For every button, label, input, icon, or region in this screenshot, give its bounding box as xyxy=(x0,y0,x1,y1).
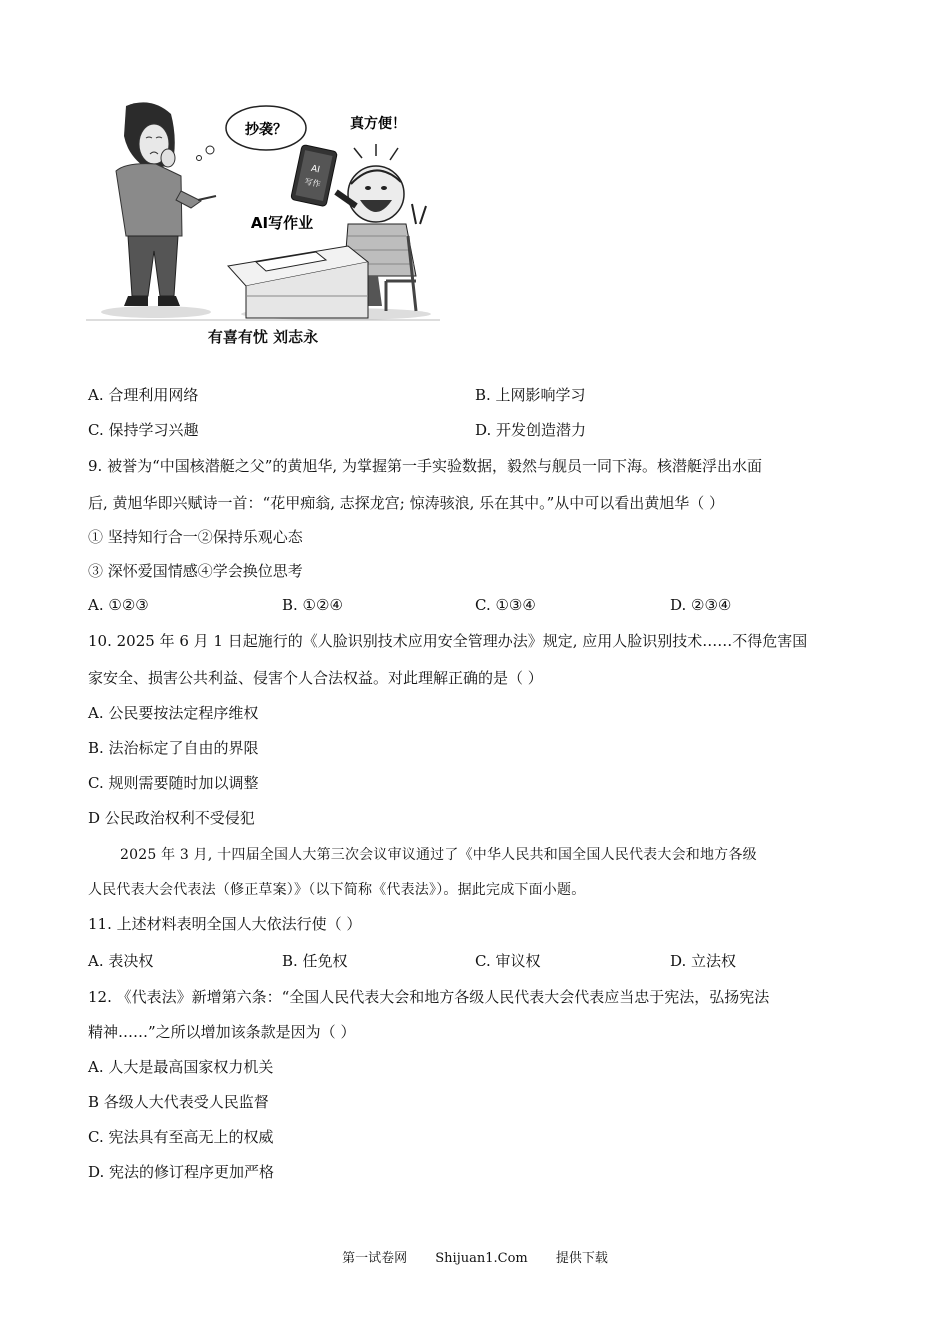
q10-option-c: C. 规则需要随时加以调整 xyxy=(88,774,259,792)
q11-stem: 11. 上述材料表明全国人大依法行使（ ） xyxy=(88,915,362,933)
q9-option-d: D. ②③④ xyxy=(670,596,732,614)
q10-option-b: B. 法治标定了自由的界限 xyxy=(88,739,259,757)
q8-option-d: D. 开发创造潜力 xyxy=(475,421,587,439)
q10-stem-line2: 家安全、损害公共利益、侵害个人合法权益。对此理解正确的是（ ） xyxy=(88,669,543,687)
q9-item-1: ① 坚持知行合一②保持乐观心态 xyxy=(88,528,303,546)
q12-option-a: A. 人大是最高国家权力机关 xyxy=(88,1058,274,1076)
q12-stem-line2: 精神……”之所以增加该条款是因为（ ） xyxy=(88,1023,356,1041)
board-text: AI写作业 xyxy=(250,214,314,232)
q12-option-b: B 各级人大代表受人民监督 xyxy=(88,1093,269,1111)
cartoon-caption: 有喜有忧 刘志永 xyxy=(207,328,319,346)
q12-option-d: D. 宪法的修订程序更加严格 xyxy=(88,1163,275,1181)
q8-option-a: A. 合理利用网络 xyxy=(88,386,199,404)
q11-option-d: D. 立法权 xyxy=(670,952,737,970)
svg-text:AI: AI xyxy=(309,163,321,176)
q9-item-2: ③ 深怀爱国情感④学会换位思考 xyxy=(88,562,303,580)
cartoon-illustration xyxy=(86,96,440,324)
q10-option-d: D 公民政治权利不受侵犯 xyxy=(88,809,255,827)
q9-stem-line1: 9. 被誉为“中国核潜艇之父”的黄旭华, 为掌握第一手实验数据，毅然与舰员一同下海。核潜艇浮出水面 xyxy=(88,457,762,475)
q12-stem-line1: 12. 《代表法》新增第六条：“全国人民代表大会和地方各级人民代表大会代表应当忠于宪法，弘扬宪法 xyxy=(88,988,770,1006)
q9-option-b: B. ①②④ xyxy=(282,596,343,614)
q9-option-c: C. ①③④ xyxy=(475,596,536,614)
q8-option-b: B. 上网影响学习 xyxy=(475,386,586,404)
q9-stem-line2: 后, 黄旭华即兴赋诗一首：“花甲痴翁, 志探龙宫; 惊涛骇浪, 乐在其中。”从中可以看出黄旭华（ ） xyxy=(88,494,725,512)
q11-option-a: A. 表决权 xyxy=(88,952,154,970)
q11-option-c: C. 审议权 xyxy=(475,952,541,970)
page-footer xyxy=(0,1247,950,1266)
q11-option-b: B. 任免权 xyxy=(282,952,348,970)
q12-option-c: C. 宪法具有至高无上的权威 xyxy=(88,1128,274,1146)
q9-option-a: A. ①②③ xyxy=(88,596,149,614)
q8-option-c: C. 保持学习兴趣 xyxy=(88,421,199,439)
material-line2: 人民代表大会代表法（修正草案）》（以下简称《代表法》）。据此完成下面小题。 xyxy=(88,882,586,898)
footer-site-name: 第一试卷网 xyxy=(342,1251,408,1266)
material-line1: 2025 年 3 月, 十四届全国人大第三次会议审议通过了《中华人民共和国全国人民代表大会和地方各级 xyxy=(120,847,757,863)
footer-note: 提供下载 xyxy=(555,1251,608,1266)
q10-option-a: A. 公民要按法定程序维权 xyxy=(88,704,259,722)
bubble-left-text: 抄袭？ xyxy=(245,122,287,138)
bubble-right-text: 真方便！ xyxy=(350,116,406,132)
footer-site-url[interactable]: Shijuan1.Com xyxy=(435,1251,528,1266)
svg-text:写作: 写作 xyxy=(303,176,322,189)
q10-stem-line1: 10. 2025 年 6 月 1 日起施行的《人脸识别技术应用安全管理办法》规定, 应用人脸识别技术……不得危害国 xyxy=(88,632,808,650)
